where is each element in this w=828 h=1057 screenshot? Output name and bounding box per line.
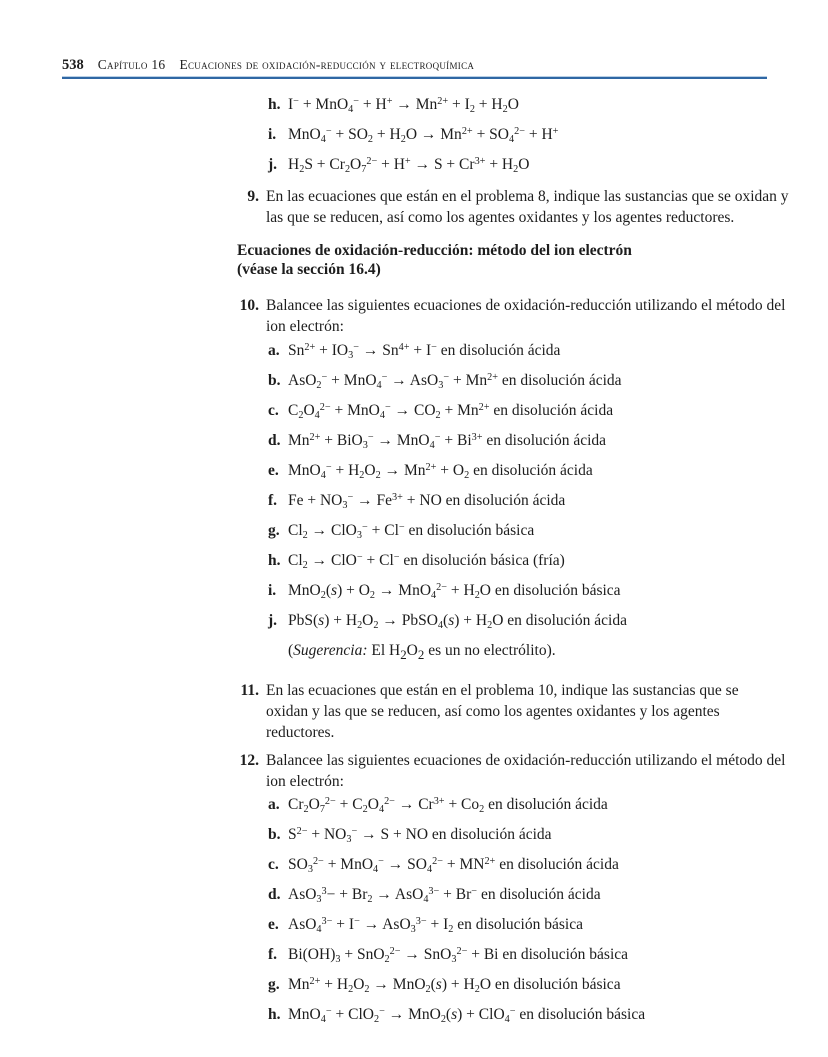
equation-item-12d	[268, 886, 797, 904]
equation-item-10c	[268, 402, 797, 420]
chapter-label: Capítulo 16	[97, 57, 166, 72]
chemical-equation: $MnO_4^- + H_2O_2 \to Mn^{2+} + O_2$ en disolución ácida	[288, 461, 593, 481]
chemical-equation: $Sn^{2+} + IO_3^- \to Sn^{4+} + I^-$ en disolución ácida	[288, 341, 561, 361]
problem-9	[237, 186, 797, 228]
equation-item-12c	[268, 856, 797, 874]
equation-item-10e	[268, 462, 797, 480]
item-letter: j.	[268, 612, 278, 629]
equation-item-10a	[268, 342, 797, 360]
item-letter: e.	[268, 462, 279, 479]
page-number: 538	[62, 57, 84, 73]
chemical-equation: $AsO_3^3- + Br_2 \to AsO_4^{3-} + Br^-$ en disolución ácida	[288, 885, 601, 905]
equation-item-12a	[268, 796, 797, 814]
hint-note: (Sugerencia: El $H_2O_2$ es un no electrólito).	[288, 642, 556, 663]
chemical-equation: $Cl_2 \to ClO_3^- + Cl^-$ en disolución básica	[288, 521, 535, 541]
page-header	[62, 57, 767, 74]
item-letter: i.	[268, 582, 277, 599]
problem-number: 11.	[240, 682, 259, 700]
item-letter: c.	[268, 402, 279, 419]
chemical-equation: $MnO_4^- + SO_2 + H_2O \to Mn^{2+} + SO_4^{2-} + H^+$	[288, 125, 559, 145]
item-letter: j.	[268, 156, 278, 173]
item-letter: b.	[268, 372, 281, 389]
item-letter: f.	[268, 946, 278, 964]
equation-item-12b	[268, 826, 797, 844]
equation-item-12g	[268, 976, 797, 994]
chemical-equation: $Mn^{2+} + H_2O_2 \to MnO_2(s) + H_2O$ en disolución básica	[288, 975, 621, 995]
chemical-equation: $Bi(OH)_3 + SnO_2^{2-} \to SnO_3^{2-} + Bi$ en disolución básica	[288, 945, 629, 965]
equation-item-12f	[268, 946, 797, 964]
problem-text: Balancee las siguientes ecuaciones de oxidación-reducción utilizando el método del ion electrón:	[266, 752, 786, 791]
problem-text: En las ecuaciones que están en el problema 8, indique las sustancias que se oxidan y las que se reducen, así como los agentes oxidantes y los agentes reductores.	[266, 188, 789, 226]
chemical-equation: $MnO_2(s) + O_2 \to MnO_4^{2-} + H_2O$ en disolución básica	[288, 581, 621, 601]
equation-item-10f	[268, 492, 797, 510]
item-letter: h.	[268, 552, 281, 569]
item-letter: h.	[268, 96, 281, 113]
equation-item-10h	[268, 552, 797, 570]
chemical-equation: MnO$_4$− + ClO$_2$− → MnO$_2$(s) + ClO$_4$− en disolución básica	[288, 1005, 646, 1025]
chemical-equation: $Cr_2O_7^{2-} + C_2O_4^{2-} \to Cr^{3+} + Co_2$ en disolución ácida	[288, 795, 608, 815]
header-rule	[62, 77, 767, 79]
item-letter: e.	[268, 916, 279, 934]
equation-item-10g	[268, 522, 797, 540]
equation-item-8j	[268, 156, 797, 174]
problem-number: 9.	[247, 188, 259, 205]
equation-item-10i	[268, 582, 797, 600]
item-letter: g.	[268, 976, 280, 994]
item-letter: b.	[268, 826, 281, 844]
item-letter: a.	[268, 342, 280, 359]
section-heading: Ecuaciones de oxidación-reducción: método del ion electrón (véase la sección 16.4)	[237, 242, 632, 278]
item-letter: c.	[268, 856, 279, 874]
equation-item-8i	[268, 126, 797, 144]
equation-item-12e	[268, 916, 797, 934]
chemical-equation: $H_2S + Cr_2O_7^{2-} + H^+ \to S + Cr^{3+} + H_2O$	[288, 155, 530, 175]
equation-item-10d	[268, 432, 797, 450]
problem-12	[237, 750, 797, 792]
problem-number: 10.	[239, 297, 259, 314]
chemical-equation: $SO_3^{2-} + MnO_4^- \to SO_4^{2-} + MN^{2+}$ en disolución ácida	[288, 855, 619, 875]
chemical-equation: $PbS(s) + H_2O_2$ → PbSO$_4$(s) + $H_2O$ en disolución ácida	[288, 612, 627, 631]
item-letter: a.	[268, 796, 280, 814]
item-letter: f.	[268, 492, 278, 509]
item-letter: d.	[268, 432, 281, 449]
chapter-title: Ecuaciones de oxidación-reducción y electroquímica	[179, 57, 475, 72]
chemical-equation: $C_2O_4^{2-} + MnO_4^- \to CO_2 + Mn^{2+}$ en disolución ácida	[288, 401, 614, 421]
chemical-equation: $Cl_2 \to ClO^- + Cl^-$ en disolución básica (fría)	[288, 551, 565, 571]
equation-item-12h	[268, 1006, 797, 1024]
chemical-equation: $AsO_4^{3-} + I^- \to AsO_3^{3-} + I_2$ en disolución básica	[288, 915, 583, 935]
chemical-equation: $Mn^{2+} + BiO_3^- \to MnO_4^- + Bi^{3+}$ en disolución ácida	[288, 431, 607, 451]
equation-item-10j	[268, 612, 797, 630]
problem-10	[237, 295, 797, 337]
item-letter: i.	[268, 126, 277, 143]
item-letter: h.	[268, 1006, 281, 1024]
chemical-equation: $S^{2-} + NO_3^- \to S$ + NO en disolución ácida	[288, 825, 552, 845]
problem-11	[237, 680, 797, 743]
chemical-equation: $I^- + MnO_4^- + H^+ \to Mn^{2+} + I_2 + H_2O$	[288, 95, 519, 115]
item-letter: g.	[268, 522, 280, 539]
chemical-equation: $Fe + NO_3^- \to Fe^{3+}$ + NO en disolución ácida	[288, 491, 566, 511]
equation-item-10b	[268, 372, 797, 390]
problem-text: En las ecuaciones que están en el problema 10, indique las sustancias que se oxidan y las que se reducen, así como los agentes oxidantes y los agentes reductores.	[266, 682, 739, 742]
item-letter: d.	[268, 886, 281, 904]
problem-text: Balancee las siguientes ecuaciones de oxidación-reducción utilizando el método del ion electrón:	[266, 297, 786, 335]
problem-number: 12.	[239, 752, 259, 770]
problems-column	[237, 96, 797, 1036]
equation-item-8h	[268, 96, 797, 114]
chemical-equation: $AsO_2^- + MnO_4^- \to AsO_3^- + Mn^{2+}$ en disolución ácida	[288, 371, 622, 391]
